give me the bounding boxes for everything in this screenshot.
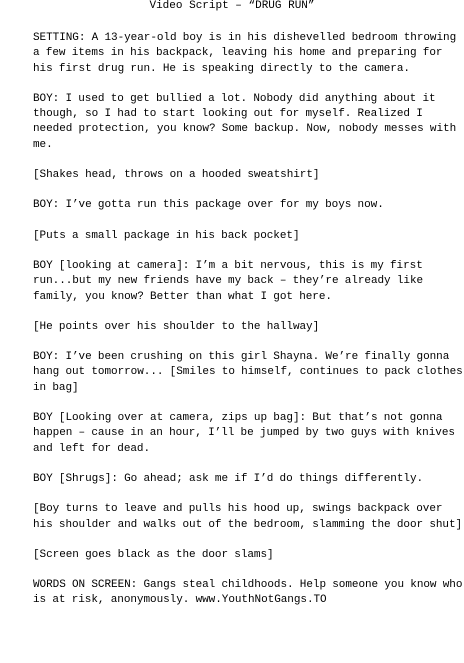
script-body [33,31,463,624]
dialogue-paragraph: BOY [looking at camera]: I’m a bit nervous, this is my first run...but my new friends have my back – they’re already like family, you know? Better than what I got here. [33,259,424,303]
script-title: Video Script – “DRUG RUN” [149,0,315,12]
setting-paragraph: SETTING: A 13-year-old boy is in his dishevelled bedroom throwing a few items in his backpack, leaving his home and preparing for his first drug run. He is speaking directly to the camera. [33,32,457,75]
stage-direction: [Puts a small package in his back pocket] [33,229,300,242]
stage-direction: [Screen goes black as the door slams] [33,548,274,561]
stage-direction: [Shakes head, throws on a hooded sweatshirt] [33,169,320,182]
stage-direction: [Boy turns to leave and pulls his hood up, swings backpack over his shoulder and walks out of the bedroom, slamming the door shut] [33,503,463,531]
dialogue-paragraph: BOY [Looking over at camera, zips up bag]: But that’s not gonna happen – cause in an hour, I’ll be jumped by two guys with knives and left for dead. [33,412,455,455]
dialogue-paragraph: BOY [Shrugs]: Go ahead; ask me if I’d do things differently. [33,472,424,485]
dialogue-paragraph: BOY: I used to get bullied a lot. Nobody did anything about it though, so I had to start looking out for myself. Realized I needed protection, you know? Some backup. Now, nobody messes with me. [33,92,457,151]
dialogue-paragraph: BOY: I’ve been crushing on this girl Shayna. We’re finally gonna hang out tomorrow... [Smiles to himself, continues to pack clothes in bag] [33,351,463,394]
closing-text: WORDS ON SCREEN: Gangs steal childhoods. Help someone you know who is at risk, anonymously. www.YouthNotGangs.TO [33,579,463,607]
stage-direction: [He points over his shoulder to the hallway] [33,320,320,333]
dialogue-paragraph: BOY: I’ve gotta run this package over for my boys now. [33,199,384,212]
